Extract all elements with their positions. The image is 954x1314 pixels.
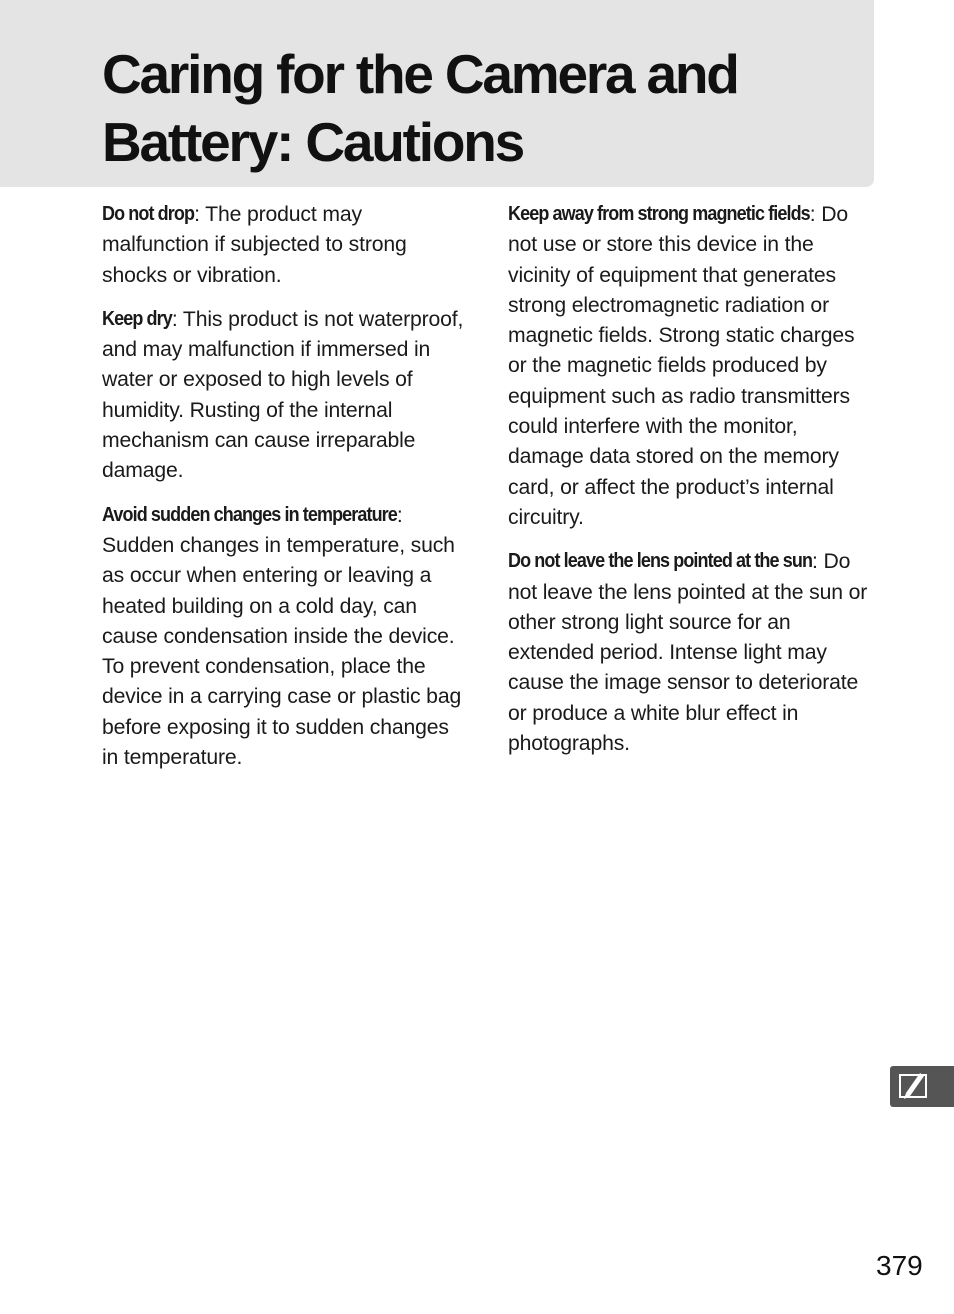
- entry-heading: Do not leave the lens pointed at the sun: [508, 549, 813, 572]
- page-title-line-1: Caring for the Camera and: [102, 43, 738, 105]
- caution-entry-temperature: [102, 501, 470, 774]
- section-tab[interactable]: [890, 1066, 954, 1107]
- entry-heading: Avoid sudden changes in temperature: [102, 502, 397, 526]
- entry-text: Do not leave the lens pointed at the sun or other strong light source for an extended period. Intense light may cause the image sensor to deteriorate or produce a white blur effect in photographs.: [508, 550, 868, 756]
- entry-text: This product is not waterproof, and may malfunction if immersed in water or exposed to high levels of humidity. Rusting of the internal mechanism can cause irreparable damage.: [102, 307, 464, 483]
- caution-entry-keep-dry: [102, 305, 470, 487]
- technical-notes-icon: [898, 1071, 932, 1101]
- title-band: [0, 0, 874, 187]
- entry-heading: Keep away from strong magnetic fields: [508, 201, 810, 225]
- entry-text: Sudden changes in temperature, such as occur when entering or leaving a heated building on a cold day, can cause condensation inside the device. To prevent condensation, place the device in a carrying case or plastic bag before exposing it to sudden changes in temperature.: [102, 533, 462, 770]
- left-column: [102, 200, 470, 787]
- entry-text: Do not use or store this device in the vicinity of equipment that generates strong electromagnetic radiation or magnetic fields. Strong static charges or the magnetic fields produced by equipment such as radio transmitters could interfere with the monitor, damage data stored on the memory card, or affect the product’s internal circuitry.: [508, 203, 855, 529]
- caution-entry-magnetic-fields: [508, 200, 878, 533]
- entry-colon: :: [396, 503, 403, 527]
- caution-entry-lens-sun: [508, 547, 878, 759]
- entry-colon: :: [194, 203, 206, 226]
- entry-heading: Keep dry: [102, 306, 172, 330]
- entry-heading: Do not drop: [102, 201, 195, 225]
- page-number: 379: [876, 1250, 923, 1281]
- caution-entry-do-not-drop: [102, 200, 470, 291]
- entry-colon: :: [171, 307, 183, 331]
- entry-colon: :: [812, 550, 824, 574]
- entry-colon: :: [809, 203, 822, 226]
- page-title-line-2: Battery: Cautions: [102, 111, 523, 173]
- entry-text: The product may malfunction if subjected to strong shocks or vibration.: [102, 203, 407, 287]
- page-title: [102, 40, 862, 176]
- right-column: [508, 200, 878, 773]
